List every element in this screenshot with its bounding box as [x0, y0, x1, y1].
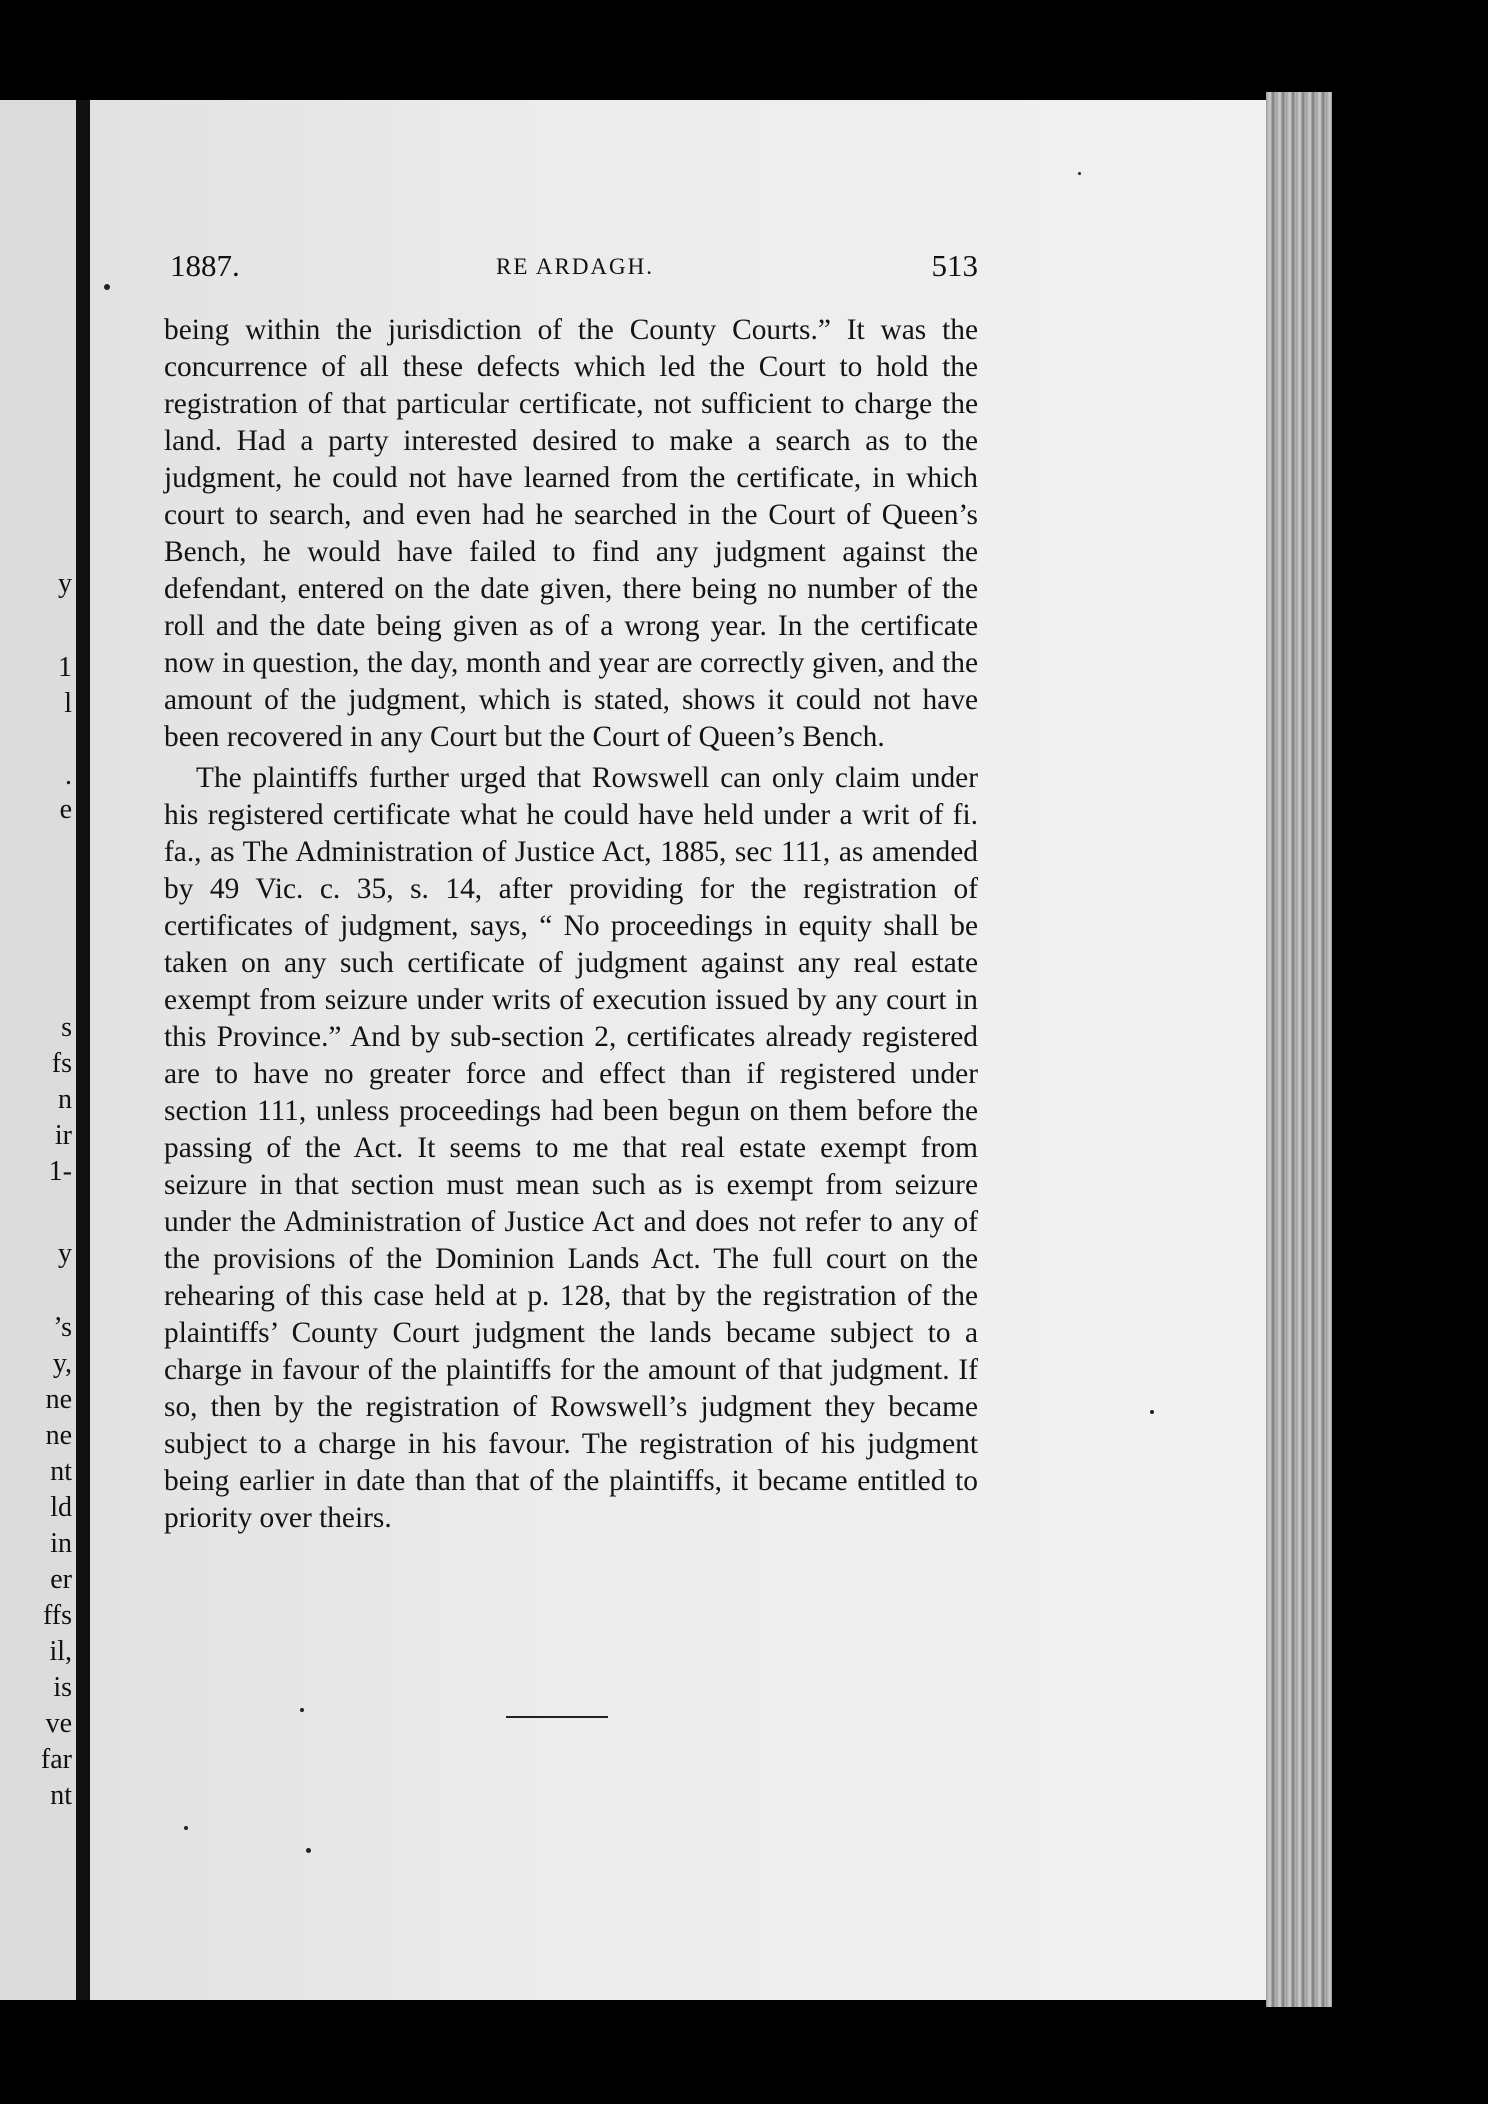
paragraph-1: being within the jurisdiction of the County Courts.” It was the concurrence of all these defects which led the Court to hold the registration of that particular certificate, not sufficient to charge the land. Had a party interested desired to make a search as to the judgment, he could not have learned from the certificate, in which court to search, and even had he searched in the Court of Queen’s Bench, he would have failed to find any judgment against the defendant, entered on the date given, there being no number of the roll and the date being given as of a wrong year. In the certificate now in question, the day, month and year are correctly given, and the amount of the judgment, which is stated, shows it could not have been recovered in any Court but the Court of Queen’s Bench. [164, 314, 978, 753]
facing-page-fragment: ir [54, 1120, 72, 1151]
facing-page-fragment: s [61, 1012, 72, 1043]
facing-page-fragment: y [58, 1238, 72, 1269]
ink-speck [1078, 172, 1081, 175]
facing-page-fragment: far [40, 1744, 72, 1775]
facing-page-fragment: ’s [53, 1312, 72, 1343]
paragraph-2: The plaintiffs further urged that Rowswell can only claim under his registered certificate what he could have held under a writ of fi. fa., as The Administration of Justice Act, 1885, sec 111, as amended by 49 Vic. c. 35, s. 14, after providing for the registration of certificates of judgment, says, “ No proceedings in equity shall be taken on any such certificate of judgment against any real estate exempt from seizure under writs of execution issued by any court in this Province.” And by sub-section 2, certificates already registered are to have no greater force and effect than if registered under section 111, unless proceedings had been begun on them before the passing of the Act. It seems to me that real estate exempt from seizure in that section must mean such as is exempt from seizure under the Administration of Justice Act and does not refer to any of the provisions of the Dominion Lands Act. The full court on the rehearing of this case held at p. 128, that by the registration of the plaintiffs’ County Court judgment the lands became subject to a charge in favour of the plaintiffs for the amount of that judgment. If so, then by the registration of Rowswell’s judgment they became subject to a charge in his favour. The registration of his judgment being earlier in date than that of the plaintiffs, it became entitled to priority over theirs. [164, 762, 978, 1534]
facing-page-fragment: ve [45, 1708, 72, 1739]
facing-page-fragment: is [53, 1672, 72, 1703]
facing-page-edge [0, 100, 76, 2000]
facing-page-fragment: nt [50, 1780, 72, 1811]
end-rule [506, 1716, 608, 1718]
facing-page-fragment: ffs [42, 1600, 72, 1631]
facing-page-fragment: . [65, 760, 72, 791]
facing-page-fragment: ne [45, 1384, 72, 1415]
facing-page-fragment: y [58, 568, 72, 599]
ink-speck [104, 284, 110, 290]
facing-page-fragment: 1 [58, 652, 72, 683]
facing-page-fragment: in [50, 1528, 72, 1559]
facing-page-fragment: e [59, 794, 72, 825]
facing-page-fragment: ne [45, 1420, 72, 1451]
header-title: RE ARDAGH. [496, 254, 655, 279]
facing-page-fragment: l [64, 688, 72, 719]
facing-page-fragment: fs [51, 1048, 72, 1079]
ink-speck [300, 1708, 304, 1712]
header-year: 1887. [170, 248, 240, 283]
facing-page-fragment: 1- [48, 1156, 72, 1187]
facing-page-fragment: n [58, 1084, 72, 1115]
book-gutter [76, 100, 90, 2000]
facing-page-fragment: ld [50, 1492, 72, 1523]
page-edges [1266, 92, 1332, 2007]
page-number: 513 [931, 248, 978, 283]
running-header [170, 248, 978, 288]
facing-page-fragment: y, [52, 1348, 72, 1379]
body-text [164, 312, 978, 1537]
ink-speck [184, 1826, 188, 1830]
facing-page-fragment: nt [50, 1456, 72, 1487]
ink-speck [306, 1848, 311, 1853]
facing-page-fragment: er [50, 1564, 72, 1595]
facing-page-fragment: il, [49, 1636, 72, 1667]
ink-speck [1150, 1410, 1154, 1414]
